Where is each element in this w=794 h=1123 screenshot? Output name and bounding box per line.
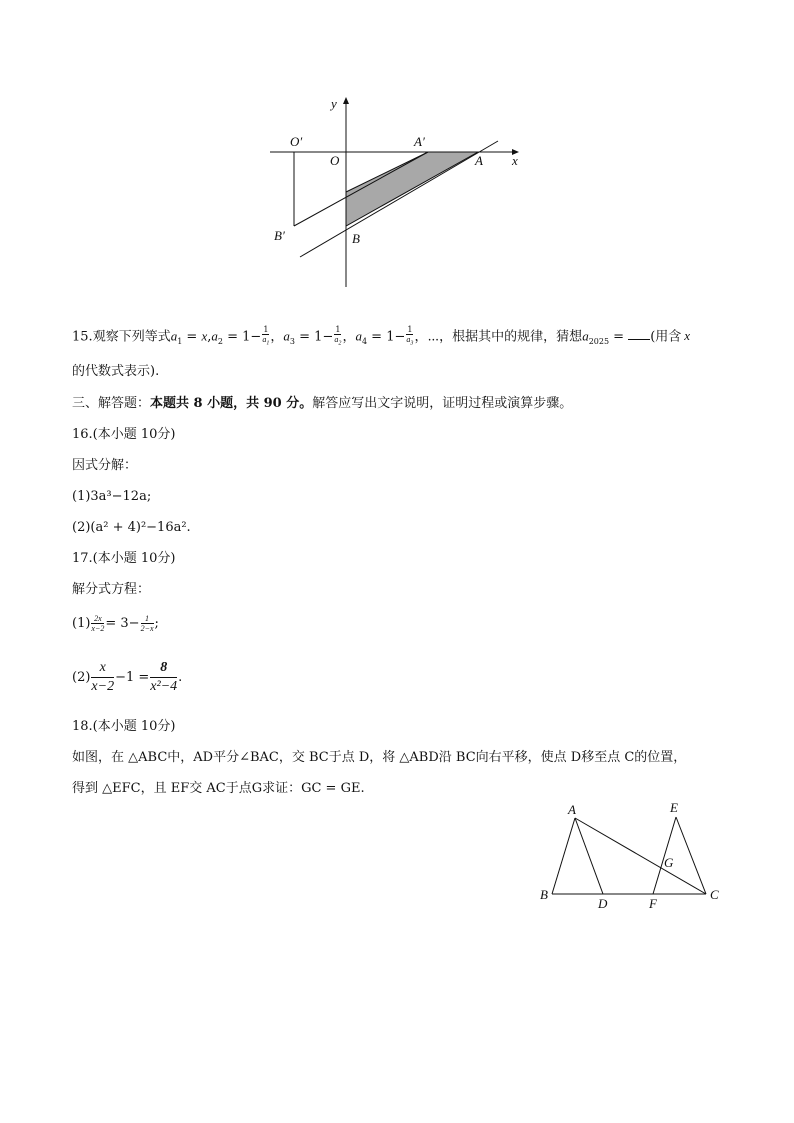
label-o-prime: O′ <box>290 134 303 149</box>
label-b: B <box>540 887 548 902</box>
section-3-prefix: 三、解答题： <box>72 396 151 411</box>
label-e: E <box>670 800 678 815</box>
label-f: F <box>649 896 657 911</box>
q15-frac-3: $\frac{1}{a_3}$ <box>406 325 414 347</box>
figure-triangles <box>535 798 725 913</box>
q17-p2-frac2: $\frac{8}{\text{x²−4}}$ <box>150 660 178 694</box>
q17-p2-mid: −1 = <box>115 670 150 685</box>
q15-line2: 的代数式表示). <box>72 364 160 379</box>
label-c: C <box>710 887 719 902</box>
q17-p1-frac1: $\frac{2x}{x-2}$ <box>91 614 105 633</box>
q15-a1: a <box>170 328 178 344</box>
q15-intro: 观察下列等式 <box>92 329 171 345</box>
q17-p1-frac2: $\frac{1}{2-x}$ <box>140 614 154 633</box>
segment-ac <box>575 818 706 894</box>
q16-part1: (1)3a³−12a; <box>72 489 152 504</box>
q17-p1-label: (1) <box>72 616 91 631</box>
label-o: O <box>330 153 340 168</box>
label-y: y <box>331 96 337 111</box>
q15-number: 15. <box>72 329 93 345</box>
segment-ab <box>552 818 575 894</box>
q17-p2-end: . <box>178 670 183 685</box>
q17-part2 <box>72 658 182 698</box>
q17-instruction: 解分式方程： <box>72 582 151 597</box>
q18-line1: 如图，在 △ABC中，AD平分∠BAC，交 BC于点 D，将 △ABD沿 BC向右平移，使点 D移至点 C的位置， <box>72 750 687 765</box>
q17-header: 17.(本小题 10分) <box>72 551 176 566</box>
segment-ad <box>575 818 603 894</box>
q16-instruction: 因式分解： <box>72 458 138 473</box>
q15-line1: 15.观察下列等式$a_1 = x,a_2 = 1-$ $\frac{1}{a_1}$ ，$a_3 = 1-$ $\frac{1}{a_2}$ ，$a_4 = 1-$ $\frac{1}{a_3}$ ，⋯，根据其中的规律，猜想$a_{2025}$ = (用含 x <box>72 325 691 347</box>
q17-p1-mid: = 3− <box>105 616 140 631</box>
section-3-suffix: 解答应写出文字说明，证明过程或演算步骤。 <box>312 396 573 411</box>
label-x: x <box>512 153 518 168</box>
q15-paren: (用含 <box>650 329 682 345</box>
q15-var: x <box>684 328 691 344</box>
label-d: D <box>598 896 608 911</box>
q17-p1-end: ; <box>154 616 159 631</box>
label-a-prime: A′ <box>414 134 425 149</box>
label-g: G <box>664 855 674 870</box>
q15-answer-blank[interactable] <box>628 327 650 340</box>
q18-header: 18.(本小题 10分) <box>72 719 176 734</box>
label-b: B <box>352 231 360 246</box>
q15-frac-2: $\frac{1}{a_2}$ <box>334 325 342 347</box>
q17-p2-frac1: $\frac{x}{x-2}$ <box>91 660 115 694</box>
shaded-parallelogram <box>346 152 478 226</box>
q15-tail: ，根据其中的规律，猜想 <box>439 329 583 345</box>
q16-part2: (2)(a² + 4)²−16a². <box>72 520 191 535</box>
label-b-prime: B′ <box>274 228 285 243</box>
figure-coordinate-diagram <box>260 90 540 295</box>
q17-p2-label: (2) <box>72 670 91 685</box>
q18-line2: 得到 △EFC，且 EF交 AC于点G求证：GC = GE. <box>72 781 365 796</box>
segment-ec <box>676 817 706 894</box>
section-3-heading <box>72 394 572 414</box>
q16-header: 16.(本小题 10分) <box>72 427 176 442</box>
label-a: A <box>475 153 483 168</box>
label-a: A <box>568 802 576 817</box>
y-axis-arrow <box>343 97 349 104</box>
q15-frac-1: $\frac{1}{a_1}$ <box>262 325 270 347</box>
q17-part1 <box>72 614 159 634</box>
section-3-bold: 本题共 8 小题，共 90 分。 <box>150 396 313 411</box>
